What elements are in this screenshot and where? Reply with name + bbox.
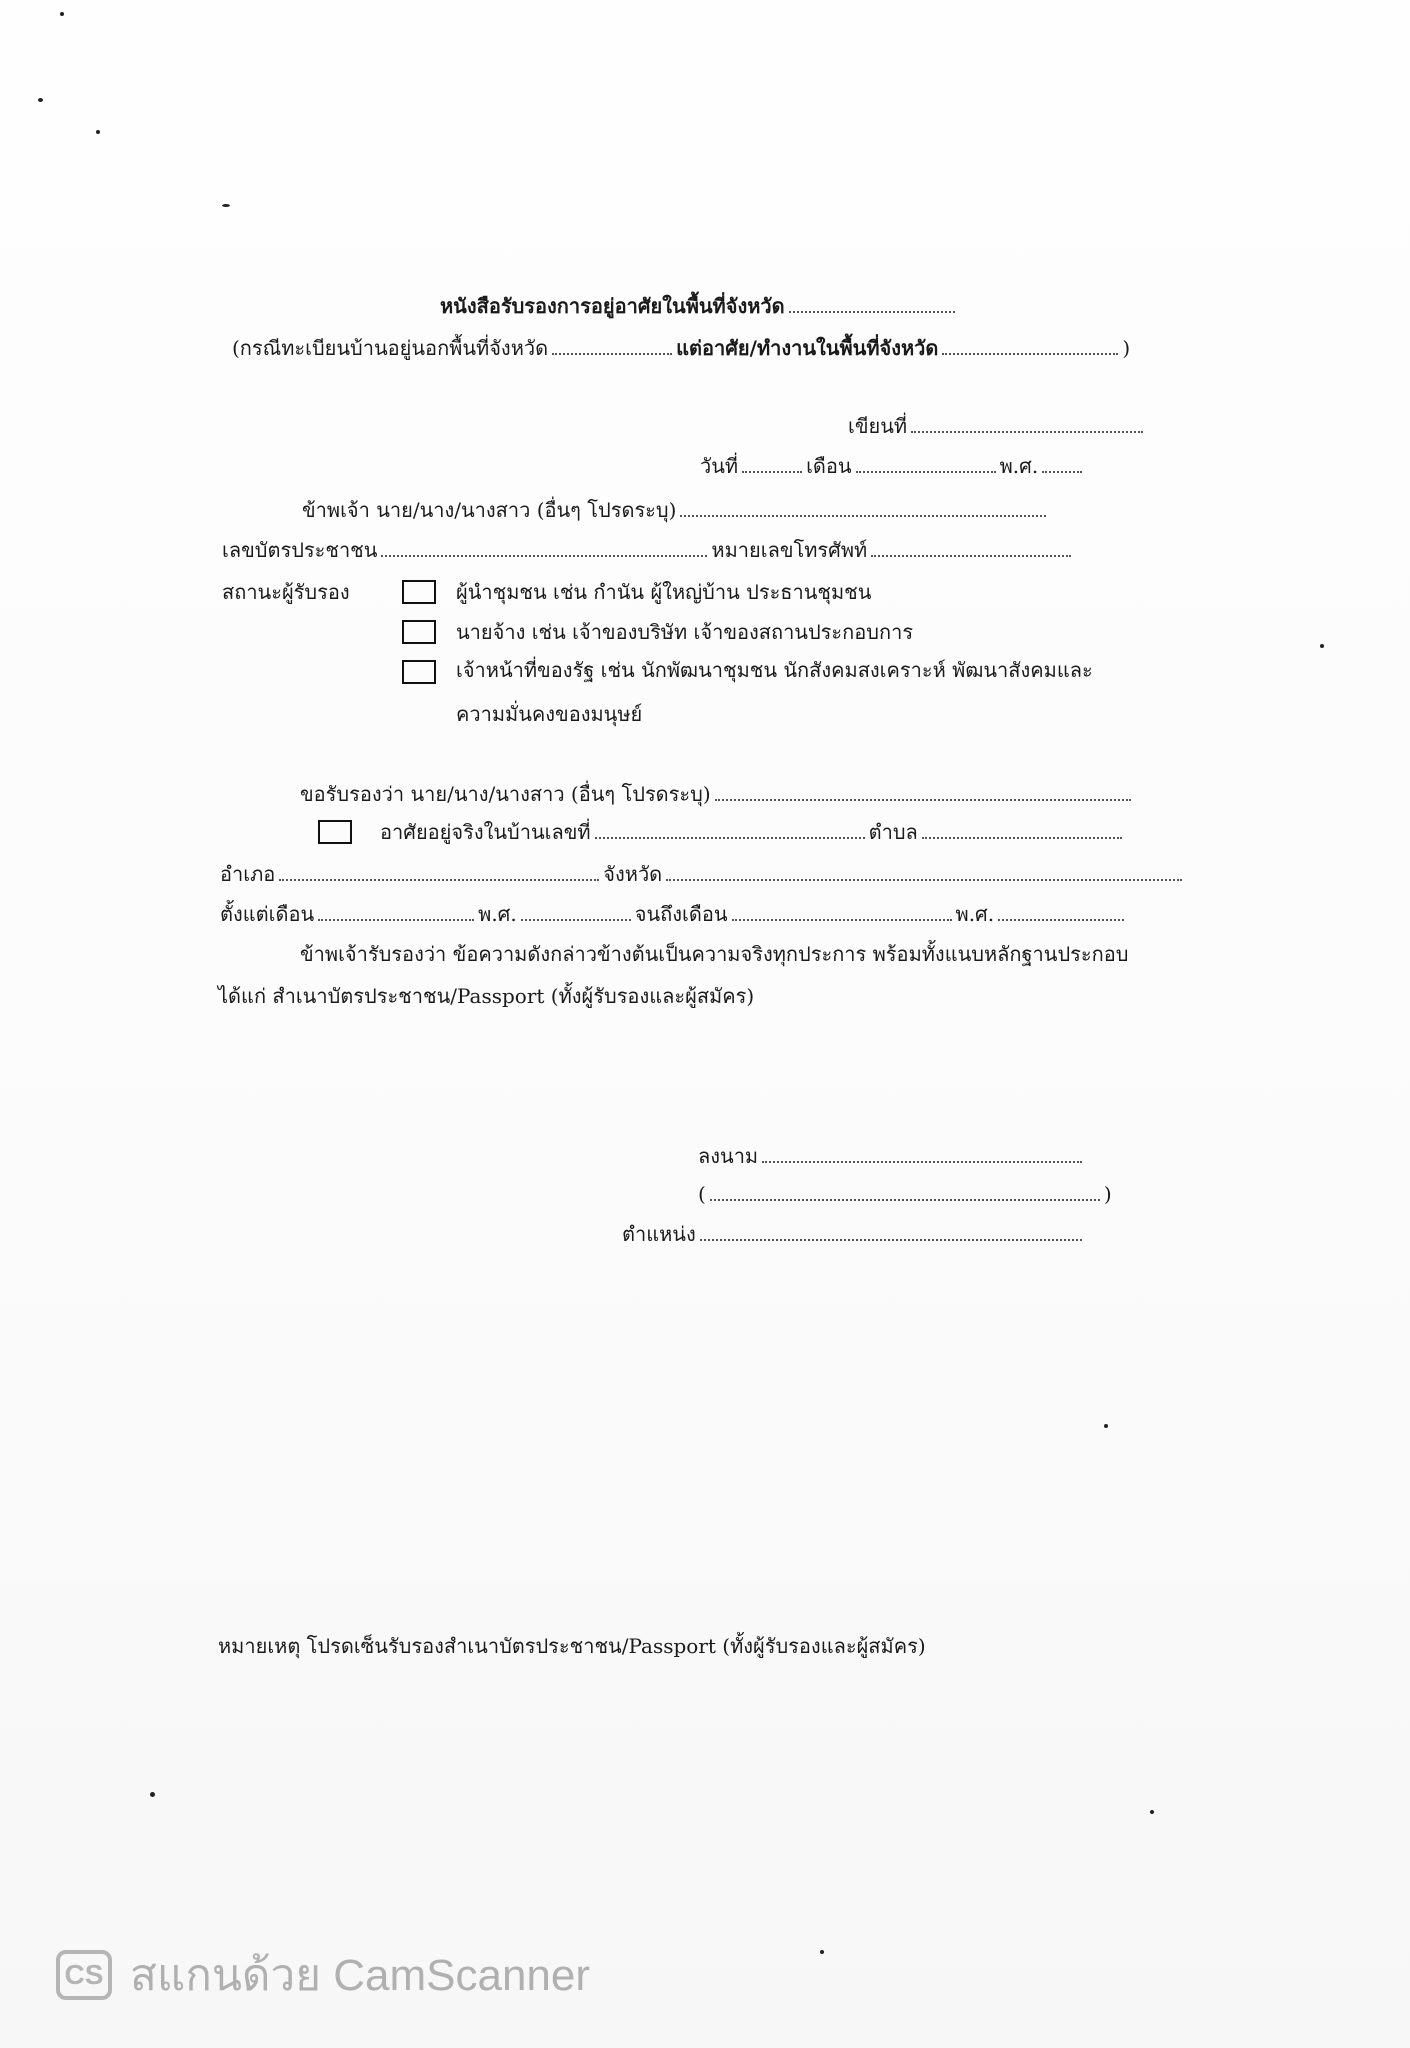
signature-row [698, 1142, 1086, 1170]
status-option-employer: นายจ้าง เช่น เจ้าของบริษัท เจ้าของสถานประกอบการ [456, 620, 914, 644]
printed-name-field[interactable] [710, 1181, 1100, 1201]
subdistrict-label: ตำบล [868, 820, 918, 844]
position-field[interactable] [700, 1221, 1082, 1241]
since-month-label: ตั้งแต่เดือน [220, 902, 315, 926]
status-option-community-leader: ผู้นำชุมชน เช่น กำนัน ผู้ใหญ่บ้าน ประธานชุมชน [456, 580, 872, 604]
printed-name-row [698, 1180, 1112, 1208]
subtitle-middle: แต่อาศัย/ทำงานในพื้นที่จังหวัด [676, 336, 939, 360]
scan-speck [1150, 1810, 1154, 1814]
province-field[interactable] [789, 293, 955, 313]
certify-row [300, 780, 1135, 808]
id-phone-row [222, 536, 1075, 564]
resides-label: อาศัยอยู่จริงในบ้านเลขที่ [380, 820, 591, 844]
status-option-government-officer-cont: ความมั่นคงของมนุษย์ [456, 702, 643, 726]
day-field[interactable] [742, 453, 802, 473]
until-month-label: จนถึงเดือน [634, 902, 728, 926]
subtitle-end: ) [1122, 336, 1131, 360]
until-year-field[interactable] [998, 901, 1124, 921]
applicant-name-field[interactable] [715, 781, 1131, 801]
status-checkbox-government-officer[interactable] [402, 660, 436, 684]
signature-label: ลงนาม [698, 1144, 759, 1168]
phone-field[interactable] [871, 537, 1071, 557]
scan-speck [1320, 644, 1324, 648]
declarant-name-field[interactable] [680, 497, 1046, 517]
scan-speck [60, 12, 64, 16]
document-title: หนังสือรับรองการอยู่อาศัยในพื้นที่จังหวัด [440, 294, 785, 318]
written-at-row [848, 412, 1147, 440]
scan-speck [820, 1950, 824, 1954]
id-card-label: เลขบัตรประชาชน [222, 538, 378, 562]
camscanner-text: สแกนด้วย CamScanner [130, 1951, 591, 2000]
residence-province-field[interactable] [666, 861, 1182, 881]
written-at-field[interactable] [911, 413, 1143, 433]
resides-row [380, 818, 1126, 846]
declarant-label: ข้าพเจ้า นาย/นาง/นางสาว (อื่นๆ โปรดระบุ) [302, 498, 677, 522]
year-label: พ.ศ. [999, 454, 1039, 478]
document-title-row [440, 292, 959, 320]
camscanner-watermark [56, 1940, 590, 2010]
certify-label: ขอรับรองว่า นาย/นาง/นางสาว (อื่นๆ โปรดระบุ) [300, 782, 711, 806]
scan-speck [222, 204, 230, 207]
district-row [220, 860, 1186, 888]
status-checkbox-employer[interactable] [402, 620, 436, 644]
position-row [622, 1220, 1086, 1248]
document-subtitle-row [232, 334, 1130, 362]
position-label: ตำแหน่ง [622, 1222, 696, 1246]
certify-statement: ข้าพเจ้ารับรองว่า ข้อความดังกล่าวข้างต้นเป็นความจริงทุกประการ พร้อมทั้งแนบหลักฐานประกอบ [300, 942, 1129, 966]
note-text: หมายเหตุ โปรดเซ็นรับรองสำเนาบัตรประชาชน/Passport (ทั้งผู้รับรองและผู้สมัคร) [218, 1634, 926, 1658]
until-year-label: พ.ศ. [955, 902, 995, 926]
paren-close: ) [1103, 1182, 1112, 1206]
scan-speck [1104, 1424, 1108, 1428]
declarant-row [302, 496, 1050, 524]
month-label: เดือน [806, 454, 852, 478]
since-year-field[interactable] [521, 901, 631, 921]
subdistrict-field[interactable] [922, 819, 1122, 839]
id-card-field[interactable] [381, 537, 707, 557]
date-row [700, 452, 1086, 480]
period-row [220, 900, 1128, 928]
status-label: สถานะผู้รับรอง [222, 580, 350, 604]
house-number-field[interactable] [595, 819, 865, 839]
day-label: วันที่ [700, 454, 739, 478]
certify-statement-cont: ได้แก่ สำเนาบัตรประชาชน/Passport (ทั้งผู้รับรองและผู้สมัคร) [218, 984, 755, 1008]
year-field[interactable] [1042, 453, 1082, 473]
scan-speck [150, 1792, 155, 1797]
registered-province-field[interactable] [552, 335, 672, 355]
paren-open: ( [698, 1182, 706, 1206]
phone-label: หมายเลขโทรศัพท์ [711, 538, 868, 562]
written-at-label: เขียนที่ [848, 414, 908, 438]
since-month-field[interactable] [318, 901, 474, 921]
resides-checkbox[interactable] [318, 820, 352, 844]
month-field[interactable] [856, 453, 996, 473]
district-label: อำเภอ [220, 862, 276, 886]
scan-speck [38, 98, 43, 102]
province-label: จังหวัด [603, 862, 663, 886]
status-option-government-officer: เจ้าหน้าที่ของรัฐ เช่น นักพัฒนาชุมชน นักสังคมสงเคราะห์ พัฒนาสังคมและ [456, 658, 1093, 682]
scan-speck [96, 130, 100, 134]
signature-field[interactable] [762, 1143, 1082, 1163]
until-month-field[interactable] [732, 901, 952, 921]
subtitle-prefix: (กรณีทะเบียนบ้านอยู่นอกพื้นที่จังหวัด [232, 336, 549, 360]
status-checkbox-community-leader[interactable] [402, 580, 436, 604]
residing-province-field[interactable] [942, 335, 1118, 355]
camscanner-logo-icon: CS [56, 1950, 112, 2000]
since-year-label: พ.ศ. [478, 902, 517, 926]
district-field[interactable] [279, 861, 599, 881]
